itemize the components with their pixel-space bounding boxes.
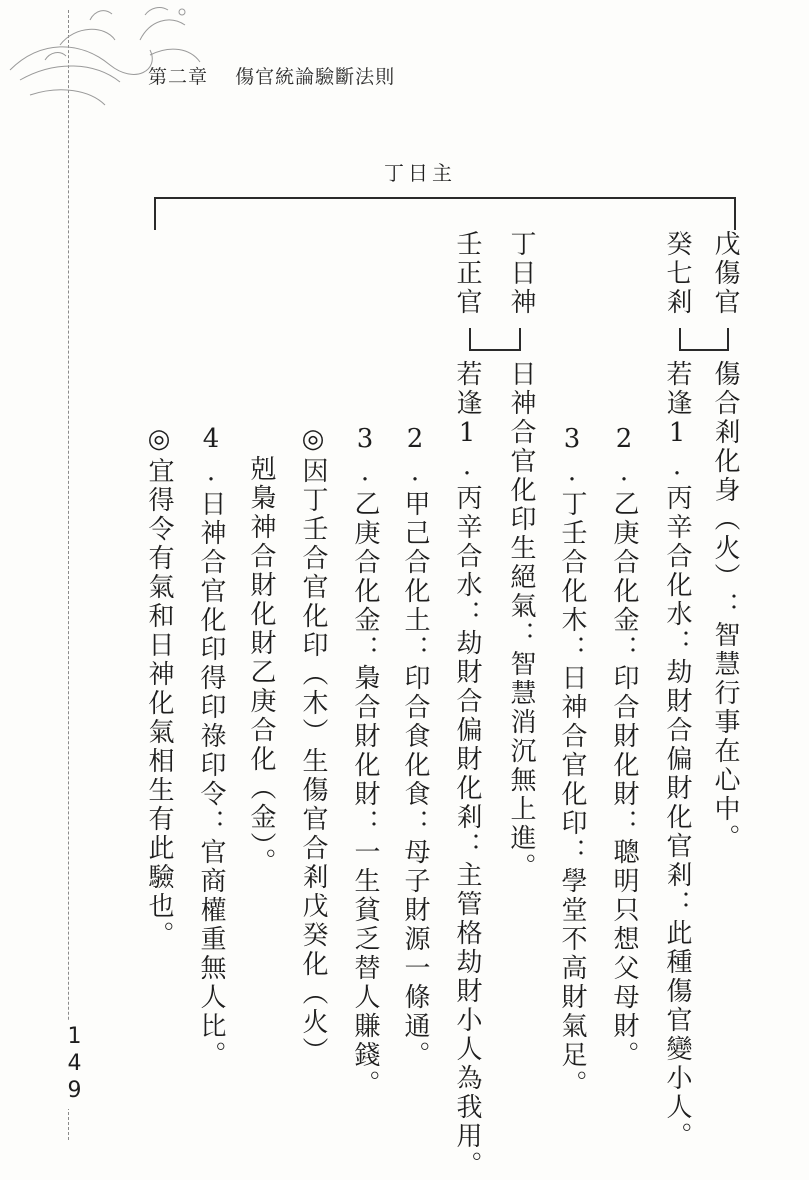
branch-label-dingrishen: 丁日神 — [506, 230, 536, 317]
branch-label-renzhengguan: 壬正官 — [452, 230, 482, 317]
body-line-8: 3.乙庚合化金：梟合財化財：一生貧乏替人賺錢。 — [350, 424, 380, 1099]
branch-label-wushangguan: 戊傷官 — [710, 230, 740, 317]
body-line-3: 2.乙庚合化金：印合財化財：聰明只想父母財。 — [609, 424, 639, 1070]
body-line-11: 4.日神合官化印得印祿印令：官商權重無人比。 — [196, 424, 226, 1070]
chart-title: 丁日主 — [384, 161, 456, 185]
body-line-4: 3.丁壬合化木：日神合官化印：學堂不高財氣足。 — [557, 424, 587, 1099]
branch-label-guiqisha: 癸七剎 — [662, 230, 692, 317]
body-line-9: ◎因丁壬合官化印（木）生傷官合剎戊癸化（火） — [298, 424, 328, 1066]
body-line-7: 2.甲己合化土：印合食化食：母子財源一條通。 — [400, 424, 430, 1070]
page-number: 149 — [62, 1020, 87, 1109]
chapter-title: 傷官統論驗斷法則 — [235, 66, 396, 88]
body-line-10: 剋梟神合財化財乙庚合化（金）。 — [246, 455, 276, 877]
master-bracket — [155, 198, 735, 230]
body-line-2: 若逢1.丙辛合化水：劫財合偏財化官剎：此種傷官變小人。 — [662, 360, 692, 1151]
body-line-6: 若逢1.丙辛合水：劫財合偏財化剎：主管格劫財小人為我用。 — [452, 360, 482, 1180]
body-line-5: 日神合官化印生絕氣：智慧消沉無上進。 — [506, 360, 536, 882]
pair-bracket-left — [470, 328, 520, 350]
pair-bracket-right — [680, 328, 728, 350]
chapter-number: 第二章 — [148, 66, 209, 88]
body-line-12: ◎宜得令有氣和日神化氣相生有此驗也。 — [144, 424, 174, 950]
body-line-1: 傷合剎化身（火）：智慧行事在心中。 — [710, 360, 740, 853]
